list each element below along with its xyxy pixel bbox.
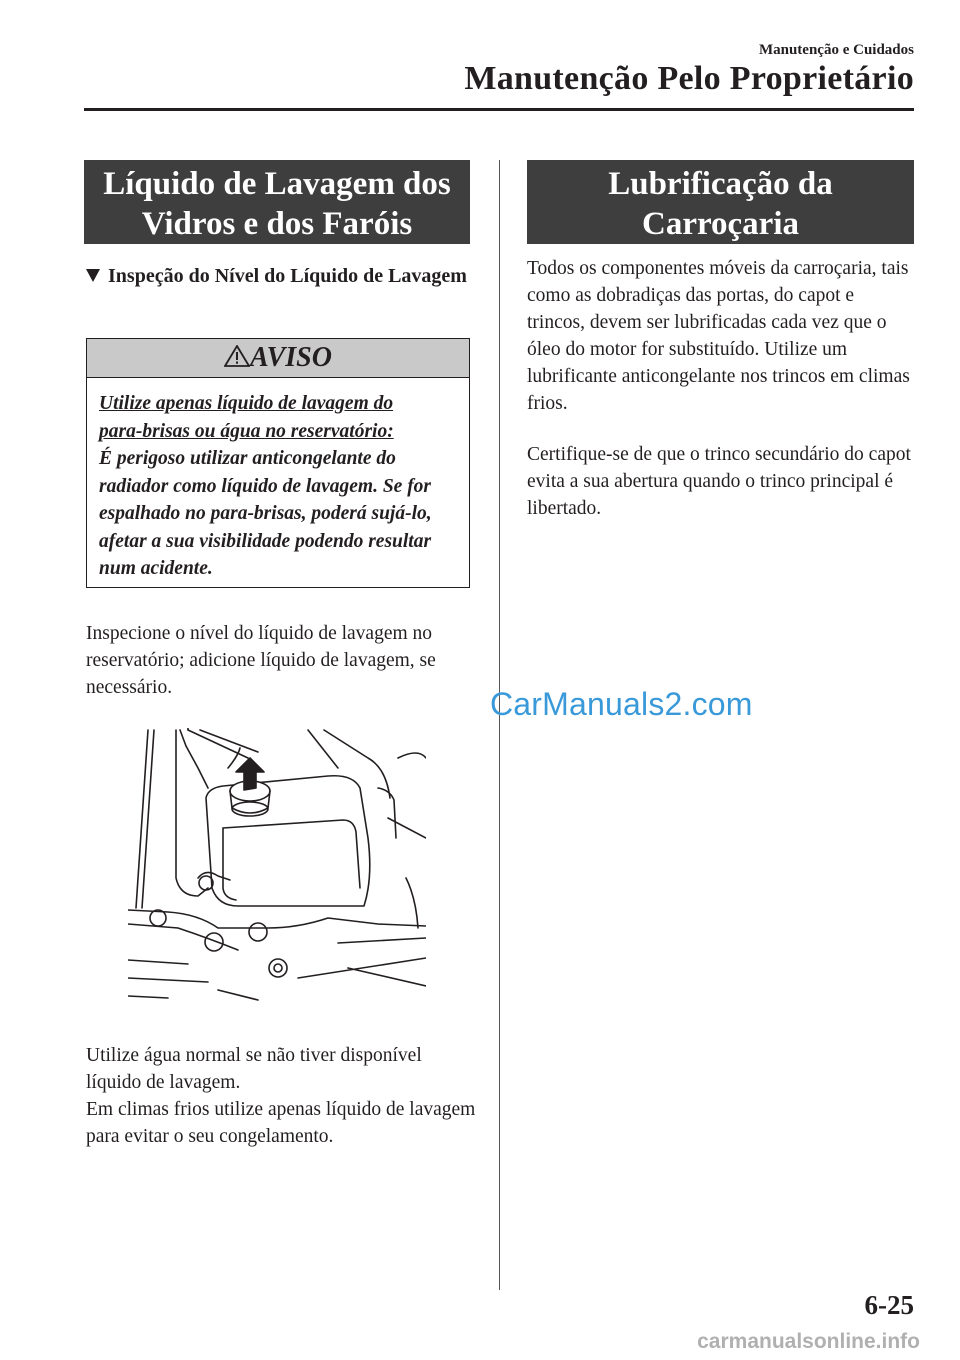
- subheading: Inspeção do Nível do Líquido de Lavagem: [86, 262, 476, 290]
- triangle-bullet-icon: [86, 269, 100, 282]
- watermark: CarManuals2.com: [490, 686, 753, 722]
- chapter-title: Manutenção Pelo Proprietário: [464, 60, 914, 97]
- warning-box: [86, 338, 470, 588]
- warning-label: AVISO: [250, 342, 332, 373]
- section-title-washer-fluid: Líquido de Lavagem dos Vidros e dos Faróis: [84, 160, 470, 244]
- page-number: 6-25: [864, 1290, 914, 1320]
- warning-header: [87, 339, 469, 378]
- header-rule: [84, 108, 914, 111]
- chapter-subtitle: Manutenção e Cuidados: [758, 42, 914, 58]
- latch-paragraph: Certifique-se de que o trinco secundário do capot evita a sua abertura quando o trinco principal é libertado.: [527, 444, 911, 519]
- washer-reservoir-illustration: [128, 728, 426, 1010]
- water-note-paragraph: Utilize água normal se não tiver disponível líquido de lavagem. Em climas frios utilize apenas líquido de lavagem para evitar o seu congelamento.: [86, 1045, 476, 1147]
- footer-watermark: carmanualsonline.info: [697, 1330, 920, 1353]
- warning-triangle-icon: [224, 345, 250, 367]
- warning-body: Utilize apenas líquido de lavagem do para-brisas ou água no reservatório: É perigoso utilizar anticongelante do radiador como líquido de lavagem. Se for espalhado no para-brisas, poderá sujá-lo, afetar a sua visibilidade podendo resultar num acidente.: [99, 393, 432, 579]
- section-title-body-lubrication: Lubrificação da Carroçaria: [527, 160, 914, 244]
- column-divider: [499, 160, 500, 1290]
- lubrication-paragraph: Todos os componentes móveis da carroçaria, tais como as dobradiças das portas, do capot e trincos, devem ser lubrificadas cada vez que o óleo do motor for substituído. Utilize um lubrificante anticongelante nos trincos em climas frios.: [527, 258, 910, 414]
- inspection-paragraph: Inspecione o nível do líquido de lavagem no reservatório; adicione líquido de lavagem, se necessário.: [86, 623, 436, 698]
